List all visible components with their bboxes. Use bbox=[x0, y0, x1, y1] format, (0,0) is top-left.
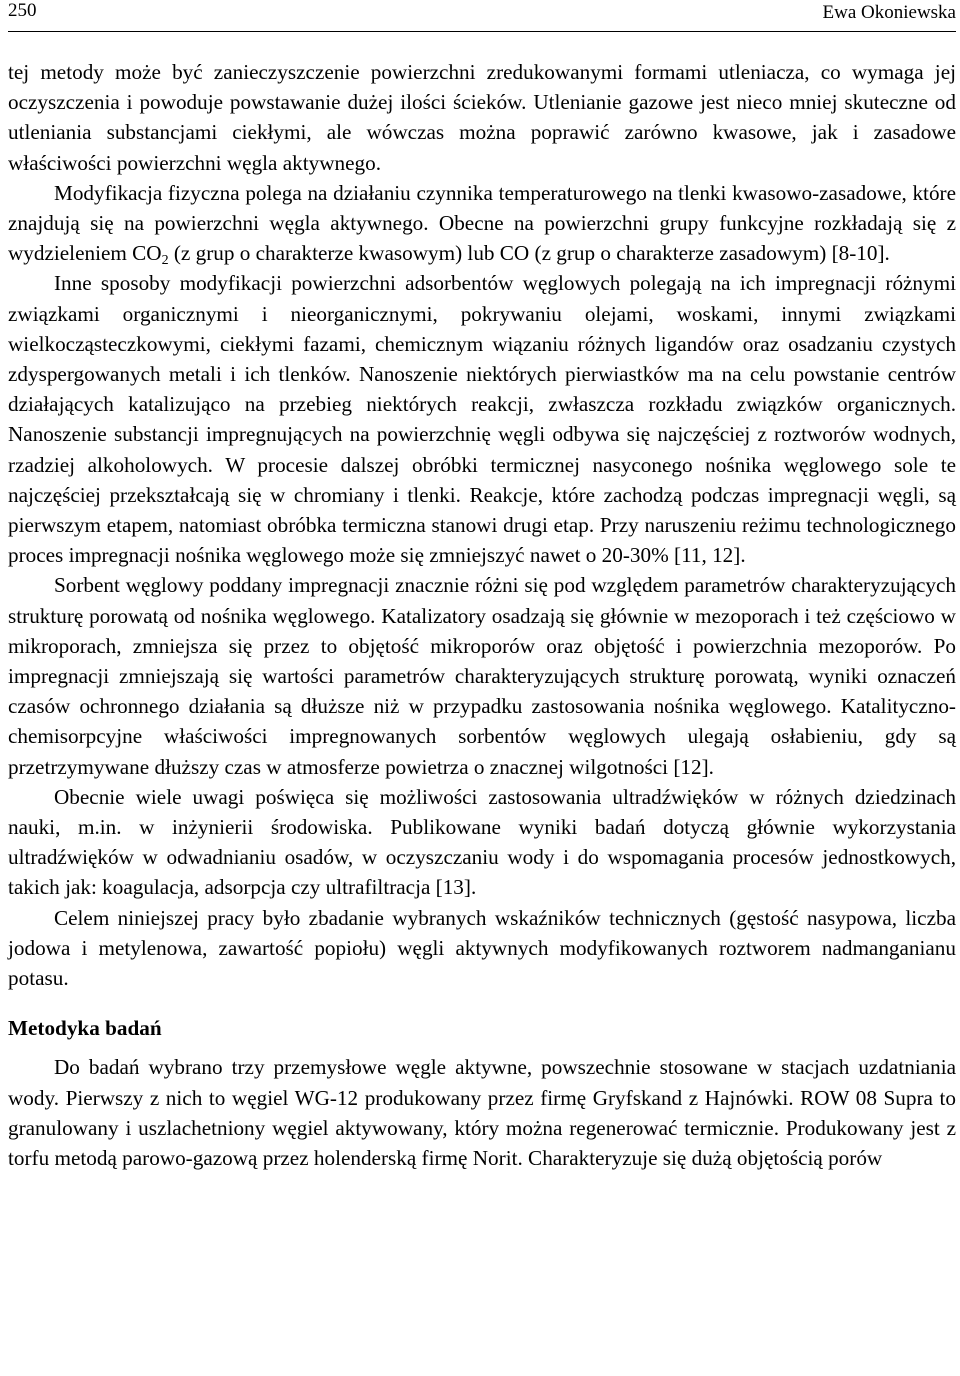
page-number: 250 bbox=[8, 0, 37, 21]
paragraph-2-text-a: Modyfikacja fizyczna polega na działaniu czynnika temperaturowego na tlenki kwasowo-zasadowe, które znajdują się na powierzchni węgla aktywnego. Obecne na powierzchni grupy funkcyjne rozkładają się z wydzieleniem CO bbox=[8, 180, 956, 266]
paragraph-1: tej metody może być zanieczyszczenie powierzchni zredukowanymi formami utleniacza, co wymaga jej oczyszczenia i powoduje powstawanie dużej ilości ścieków. Utlenianie gazowe jest nieco mniej skuteczne od utleniania substancjami ciekłymi, ale wówczas można poprawić zarówno kwasowe, jak i zasadowe właściwości powierzchni węgla aktywnego. bbox=[8, 60, 956, 175]
paragraph-7: Do badań wybrano trzy przemysłowe węgle aktywne, powszechnie stosowane w stacjach uzdatniania wody. Pierwszy z nich to węgiel WG-12 produkowany przez firmę Gryfskand z Hajnówki. ROW 08 Supra to granulowany i uszlachetniony węgiel aktywowany, który można regenerować termicznie. Produkowany jest z torfu metodą parowo-gazową przez holenderską firmę Norit. Charakteryzuje się dużą objętością porów bbox=[8, 1055, 956, 1170]
paragraph-6: Celem niniejszej pracy było zbadanie wybranych wskaźników technicznych (gęstość nasypowa, liczba jodowa i metylenowa, zawartość popiołu) węgli aktywnych modyfikowanych roztworem nadmanganianu potasu. bbox=[8, 905, 956, 991]
page-header bbox=[8, 0, 956, 31]
header-rule bbox=[8, 31, 956, 32]
body-text bbox=[8, 57, 956, 1173]
running-head-author: Ewa Okoniewska bbox=[822, 2, 956, 23]
paragraph-3: Inne sposoby modyfikacji powierzchni adsorbentów węglowych polegają na ich impregnacji różnymi związkami organicznymi i nieorganicznymi, pokrywaniu olejami, woskami, innymi związkami wielkocząsteczkowymi, ciekłymi fazami, chemicznym wiązaniu różnych ligandów oraz osadzaniu czystych zdyspergowanych metali i ich tlenków. Nanoszenie niektórych pierwiastków ma na celu powstanie centrów działających katalizująco na przebieg niektórych reakcji, zwłaszcza rozkładu związków organicznych. Nanoszenie substancji impregnujących na powierzchnię węgli odbywa się najczęściej z roztworów wodnych, rzadziej alkoholowych. W procesie dalszej obróbki termicznej nasyconego nośnika węglowego sole te najczęściej przekształcają się w chromiany i tlenki. Reakcje, które zachodzą podczas impregnacji węgli, są pierwszym etapem, natomiast obróbka termiczna stanowi drugi etap. Przy naruszeniu reżimu technologicznego proces impregnacji nośnika węglowego może się zmniejszyć nawet o 20-30% [11, 12]. bbox=[8, 271, 956, 568]
paragraph-5: Obecnie wiele uwagi poświęca się możliwości zastosowania ultradźwięków w różnych dziedzinach nauki, m.in. w inżynierii środowiska. Publikowane wyniki badań dotyczą głównie wykorzystania ultradźwięków w odwadnianiu osadów, w oczyszczaniu wody i do wspomagania procesów jednostkowych, takich jak: koagulacja, adsorpcja czy ultrafiltracja [13]. bbox=[8, 784, 956, 900]
paragraph-2 bbox=[8, 178, 956, 269]
co2-subscript: 2 bbox=[161, 253, 169, 269]
paragraph-4: Sorbent węglowy poddany impregnacji znacznie różni się pod względem parametrów charakteryzujących strukturę porowatą od nośnika węglowego. Katalizatory osadzają się głównie w mezoporach i też częściowo w mikroporach, zmniejsza się przez to objętość mikroporów oraz objętość i powierzchnia mezoporów. Po impregnacji zmniejszają się wartości parametrów charakteryzujących strukturę porowatą, wyniki oznaczeń czasów ochronnego działania są dłuższe niż w przypadku zastosowania nośnika węglowego. Katalityczno-chemisorpcyjne właściwości impregnowanych sorbentów węglowych ulegają osłabieniu, gdy są przetrzymywane dłuższy czas w atmosferze powietrza o znacznej wilgotności [12]. bbox=[8, 573, 956, 779]
section-heading: Metodyka badań bbox=[8, 1016, 162, 1041]
paragraph-2-text-b: (z grup o charakterze kwasowym) lub CO (z grup o charakterze zasadowym) [8-10]. bbox=[168, 241, 890, 266]
